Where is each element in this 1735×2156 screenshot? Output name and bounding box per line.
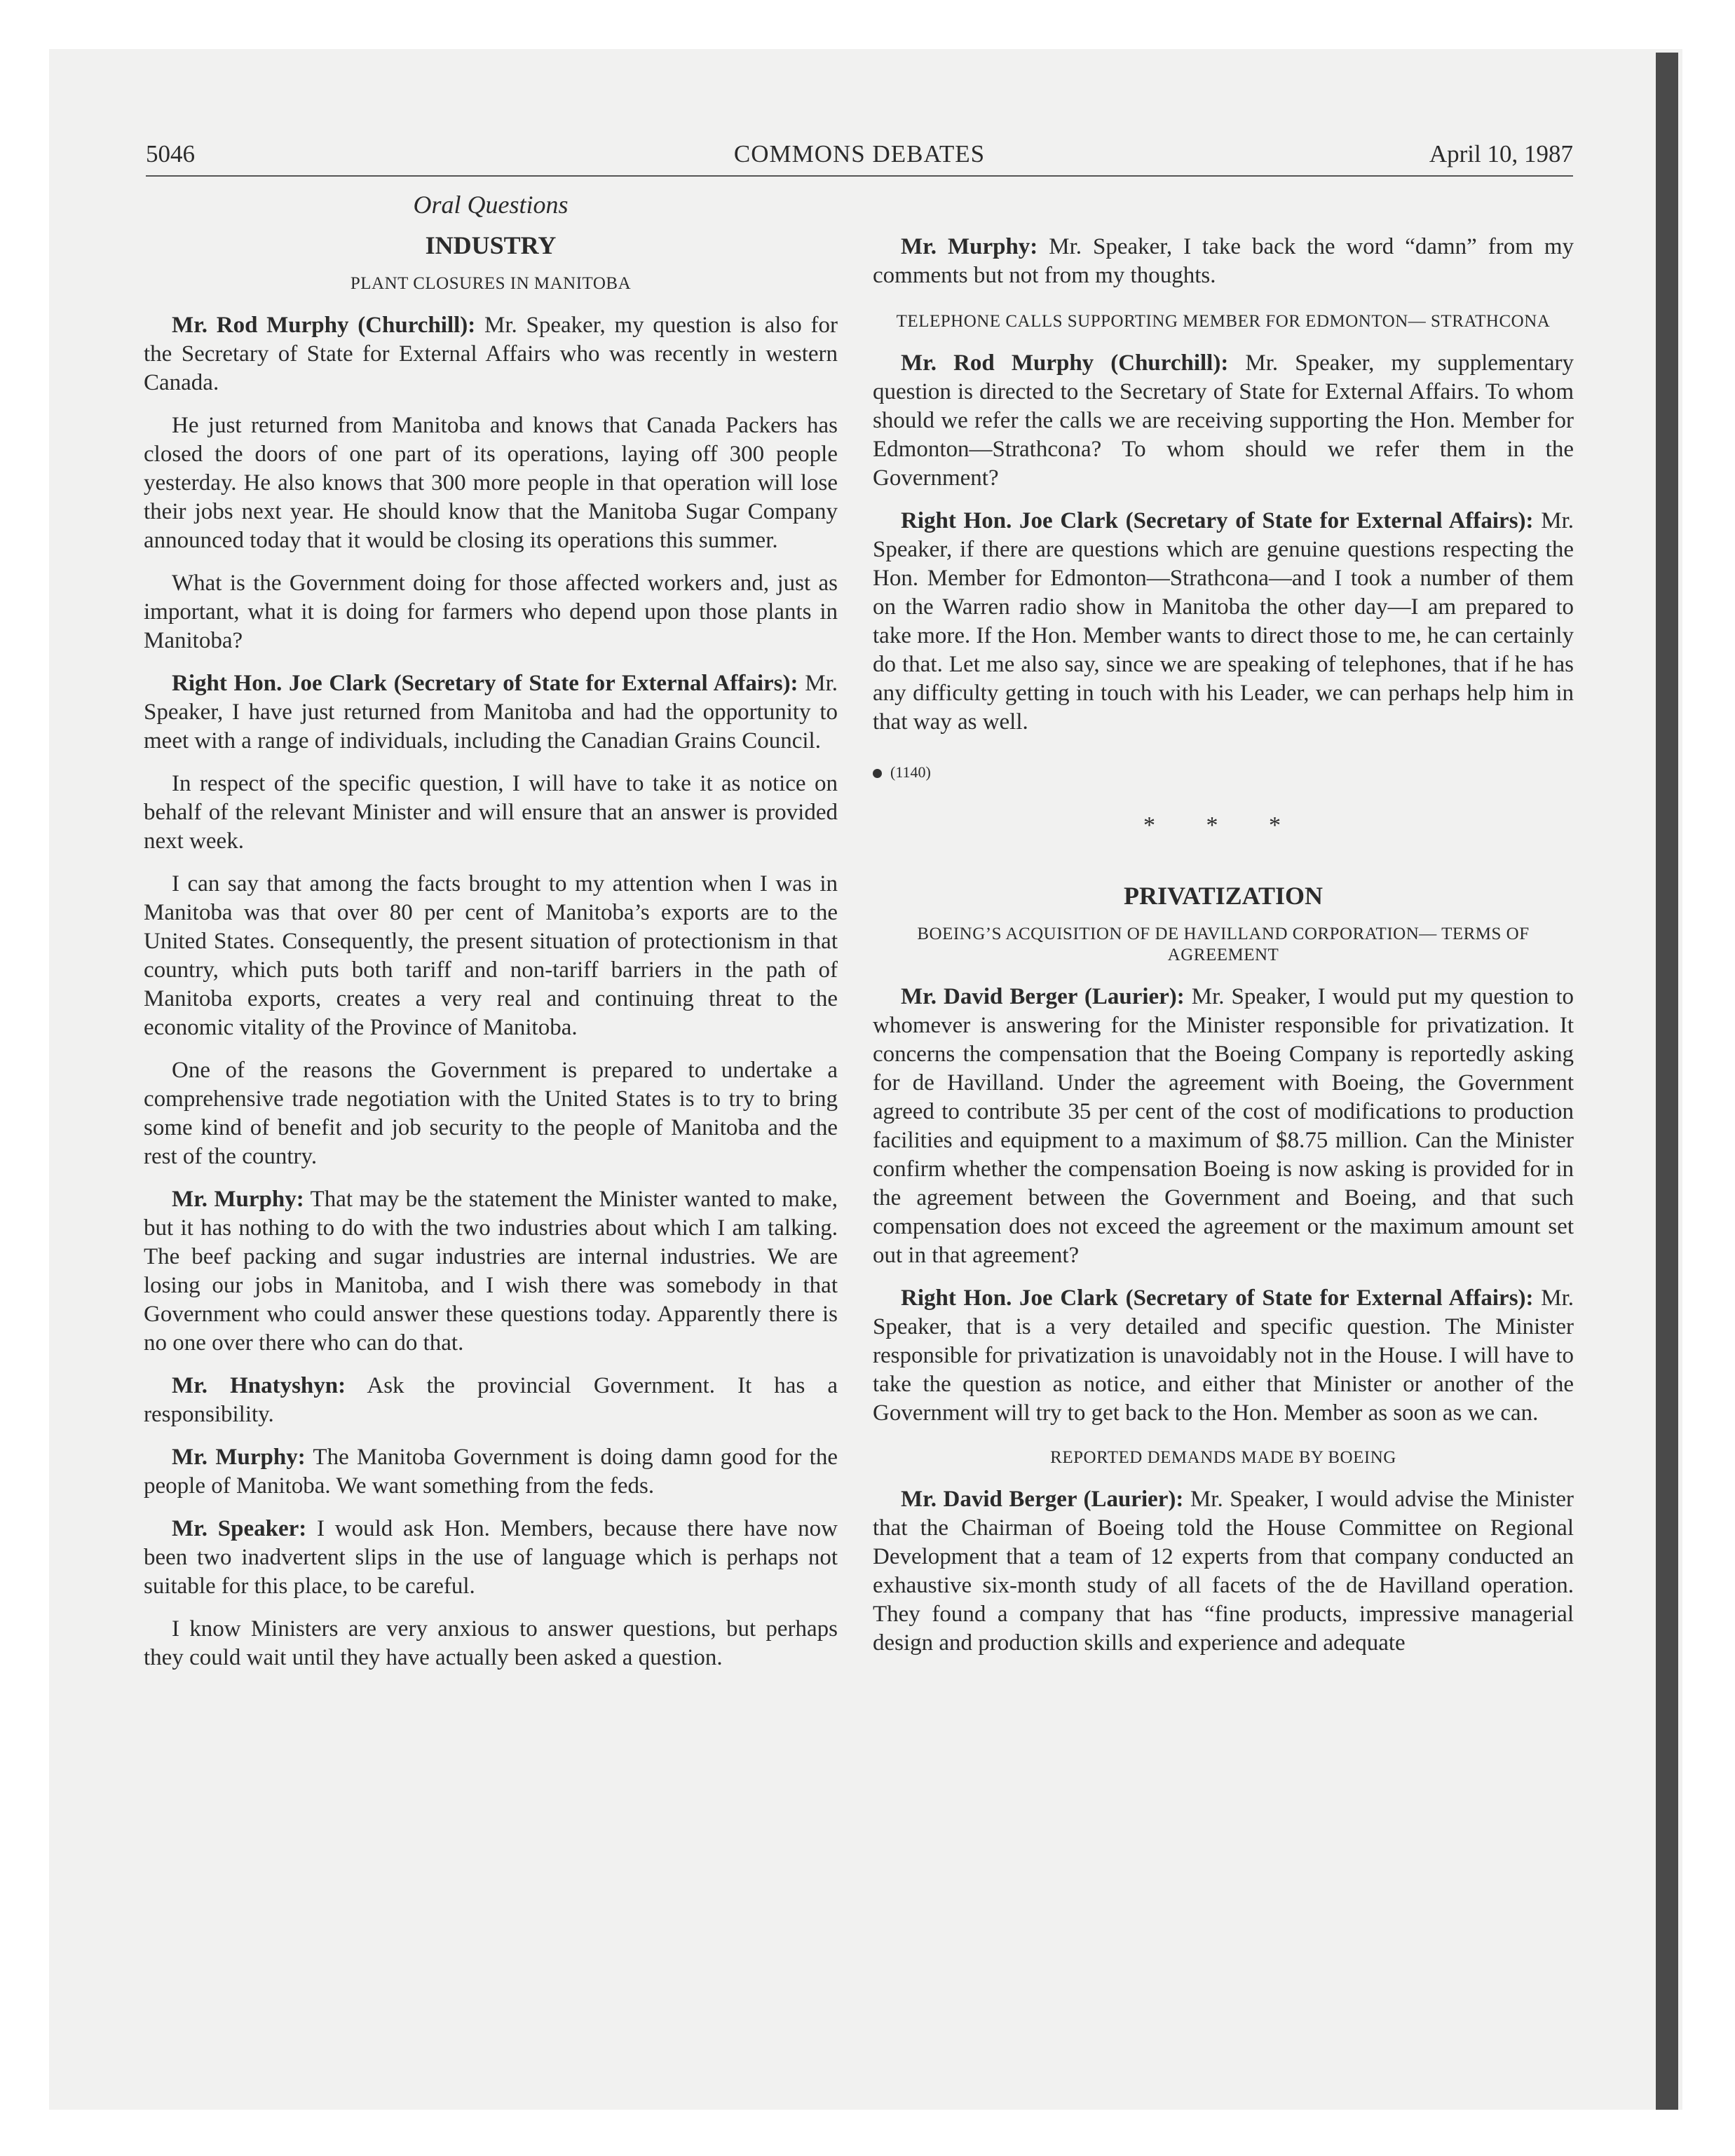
speaker-name: Mr. Rod Murphy (Churchill): [172, 313, 476, 338]
section-label: Oral Questions [413, 191, 569, 219]
speaker-name: Mr. Hnatyshyn: [172, 1373, 346, 1398]
paragraph-text: I know Ministers are very anxious to answer questions, but perhaps they could wait until they have actually been asked a question. [144, 1616, 838, 1670]
speaker-name: Right Hon. Joe Clark (Secretary of State for External Affairs): [901, 1285, 1534, 1311]
debate-paragraph [144, 1185, 838, 1358]
speaker-name: Mr. Murphy: [172, 1187, 304, 1212]
subheading-boeing-acquisition: BOEING’S ACQUISITION OF DE HAVILLAND CORPORATION— TERMS OF AGREEMENT [917, 925, 1530, 964]
paragraph-text: Mr. Speaker, if there are questions which are genuine questions respecting the Hon. Member for Edmonton—Strathcona—and I took a number of them on the Warren radio show in Manitoba the other day—I am prepared to take more. If the Hon. Member wants to direct those to me, he can certainly do that. Let me also say, since we are speaking of telephones, that if he has any difficulty getting in touch with his Leader, we can perhaps help him in that way as well. [873, 508, 1574, 735]
opening-paragraphs [873, 233, 1574, 290]
debate-paragraph [144, 311, 838, 397]
paragraph-text: That may be the statement the Minister wanted to make, but it has nothing to do with the two industries about which I am talking. The beef packing and sugar industries are internal industries. We are losing our jobs in Manitoba, and I wish there was somebody in that Government who could answer these questions today. Apparently there is no one over there who can do that. [144, 1187, 838, 1356]
paragraph-text: What is the Government doing for those affected workers and, just as important, what it is doing for farmers who depend upon those plants in Manitoba? [144, 571, 838, 653]
paragraph-text: Mr. Speaker, my question is also for the Secretary of State for External Affairs who was recently in western Canada. [144, 313, 838, 395]
subheading-telephone-calls: TELEPHONE CALLS SUPPORTING MEMBER FOR EDMONTON— STRATHCONA [896, 312, 1551, 331]
paragraph-text: One of the reasons the Government is prepared to undertake a comprehensive trade negotiation with the United States is to try to bring some kind of benefit and job security to the people of Manitoba and the rest of the country. [144, 1058, 838, 1169]
debate-paragraph [144, 1515, 838, 1601]
telephone-paragraphs [873, 349, 1574, 737]
timestamp [873, 762, 1574, 783]
page-number: 5046 [146, 140, 195, 168]
paragraph-text: Mr. Speaker, my supplementary question is directed to the Secretary of State for External Affairs. To whom should we refer the calls we are receiving supporting the Hon. Member for Edmonton—Strathcona? To whom should we refer them in the Government? [873, 350, 1574, 491]
debate-paragraph [873, 1284, 1574, 1428]
heading-privatization: PRIVATIZATION [1123, 882, 1324, 910]
subheading-boeing-demands: REPORTED DEMANDS MADE BY BOEING [1050, 1448, 1396, 1467]
debate-paragraph [144, 411, 838, 555]
demands-paragraphs [873, 1485, 1574, 1658]
paragraph-text: The Manitoba Government is doing damn good for the people of Manitoba. We want something from the feds. [144, 1445, 838, 1499]
debate-paragraph [144, 1615, 838, 1672]
timestamp-text: (1140) [890, 763, 931, 781]
debate-paragraph [144, 569, 838, 655]
debate-paragraph [873, 983, 1574, 1270]
paragraph-text: I can say that among the facts brought to my attention when I was in Manitoba was that over 80 per cent of Manitoba’s exports are to the United States. Consequently, the present situation of protectionism in that country, which puts both tariff and non-tariff barriers in the path of Manitoba exports, creates a very real and continuing threat to the economic vitality of the Province of Manitoba. [144, 871, 838, 1040]
speaker-name: Mr. Speaker: [172, 1516, 307, 1541]
right-column [873, 184, 1574, 1672]
debate-paragraph [144, 870, 838, 1042]
debate-paragraph [144, 770, 838, 856]
left-paragraphs [144, 311, 838, 1672]
debate-paragraph [873, 1485, 1574, 1658]
speaker-name: Mr. Murphy: [901, 234, 1038, 259]
heading-industry: INDUSTRY [425, 231, 557, 259]
paragraph-text: Mr. Speaker, I would put my question to whomever is answering for the Minister responsible for privatization. It concerns the compensation that the Boeing Company is reportedly asking for de Havilland. Under the agreement with Boeing, the Government agreed to contribute 35 per cent of the cost of modifications to production facilities and equipment to a maximum of $8.75 million. Can the Minister confirm whether the compensation Boeing is now asking is provided for in the agreement between the Government and Boeing, and that such compensation does not exceed the agreement or the maximum amount set out in that agreement? [873, 984, 1574, 1268]
debate-paragraph [144, 669, 838, 756]
debate-paragraph [873, 507, 1574, 737]
scan-edge-shadow [1656, 53, 1678, 2110]
debate-paragraph [873, 349, 1574, 493]
page-header [146, 139, 1573, 177]
speaker-name: Mr. Murphy: [172, 1445, 306, 1470]
left-column [144, 184, 838, 1686]
speaker-name: Mr. David Berger (Laurier): [901, 984, 1185, 1009]
publication-date: April 10, 1987 [1429, 140, 1573, 168]
paragraph-text: Mr. Speaker, I take back the word “damn” from my comments but not from my thoughts. [873, 234, 1574, 288]
paragraph-text: Mr. Speaker, that is a very detailed and specific question. The Minister responsible for privatization is unavoidably not in the House. I will have to take the question as notice, and either that Minister or another of the Government will try to get back to the Hon. Member as soon as we can. [873, 1285, 1574, 1426]
paragraph-text: Mr. Speaker, I have just returned from Manitoba and had the opportunity to meet with a range of individuals, including the Canadian Grains Council. [144, 671, 838, 753]
paragraph-text: Ask the provincial Government. It has a responsibility. [144, 1373, 838, 1427]
subheading-plant-closures: PLANT CLOSURES IN MANITOBA [350, 274, 632, 293]
paragraph-text: Mr. Speaker, I would advise the Minister that the Chairman of Boeing told the House Committee on Regional Development that a team of 12 experts from that company conducted an exhaustive six-month study of all facets of the de Havilland operation. They found a company that has “fine products, impressive managerial design and production skills and experience and adequate [873, 1487, 1574, 1656]
speaker-name: Right Hon. Joe Clark (Secretary of State for External Affairs): [901, 508, 1534, 533]
debate-paragraph [873, 233, 1574, 290]
bullet-icon [873, 769, 882, 778]
speaker-name: Mr. David Berger (Laurier): [901, 1487, 1184, 1512]
paragraph-text: In respect of the specific question, I will have to take it as notice on behalf of the relevant Minister and will ensure that an answer is provided next week. [144, 771, 838, 854]
section-separator: * * * [1143, 812, 1303, 838]
debate-paragraph [144, 1056, 838, 1171]
debate-paragraph [144, 1443, 838, 1501]
privatization-paragraphs [873, 983, 1574, 1428]
speaker-name: Mr. Rod Murphy (Churchill): [901, 350, 1229, 376]
paragraph-text: He just returned from Manitoba and knows that Canada Packers has closed the doors of one part of its operations, laying off 300 people yesterday. He also knows that 300 more people in that operation will lose their jobs next year. He should know that the Manitoba Sugar Company announced today that it would be closing its operations this summer. [144, 413, 838, 553]
speaker-name: Right Hon. Joe Clark (Secretary of State for External Affairs): [172, 671, 798, 696]
paragraph-text: I would ask Hon. Members, because there have now been two inadvertent slips in the use of language which is perhaps not suitable for this place, to be careful. [144, 1516, 838, 1599]
top-spacer [873, 184, 1574, 233]
debate-paragraph [144, 1372, 838, 1429]
publication-title: COMMONS DEBATES [733, 140, 986, 168]
